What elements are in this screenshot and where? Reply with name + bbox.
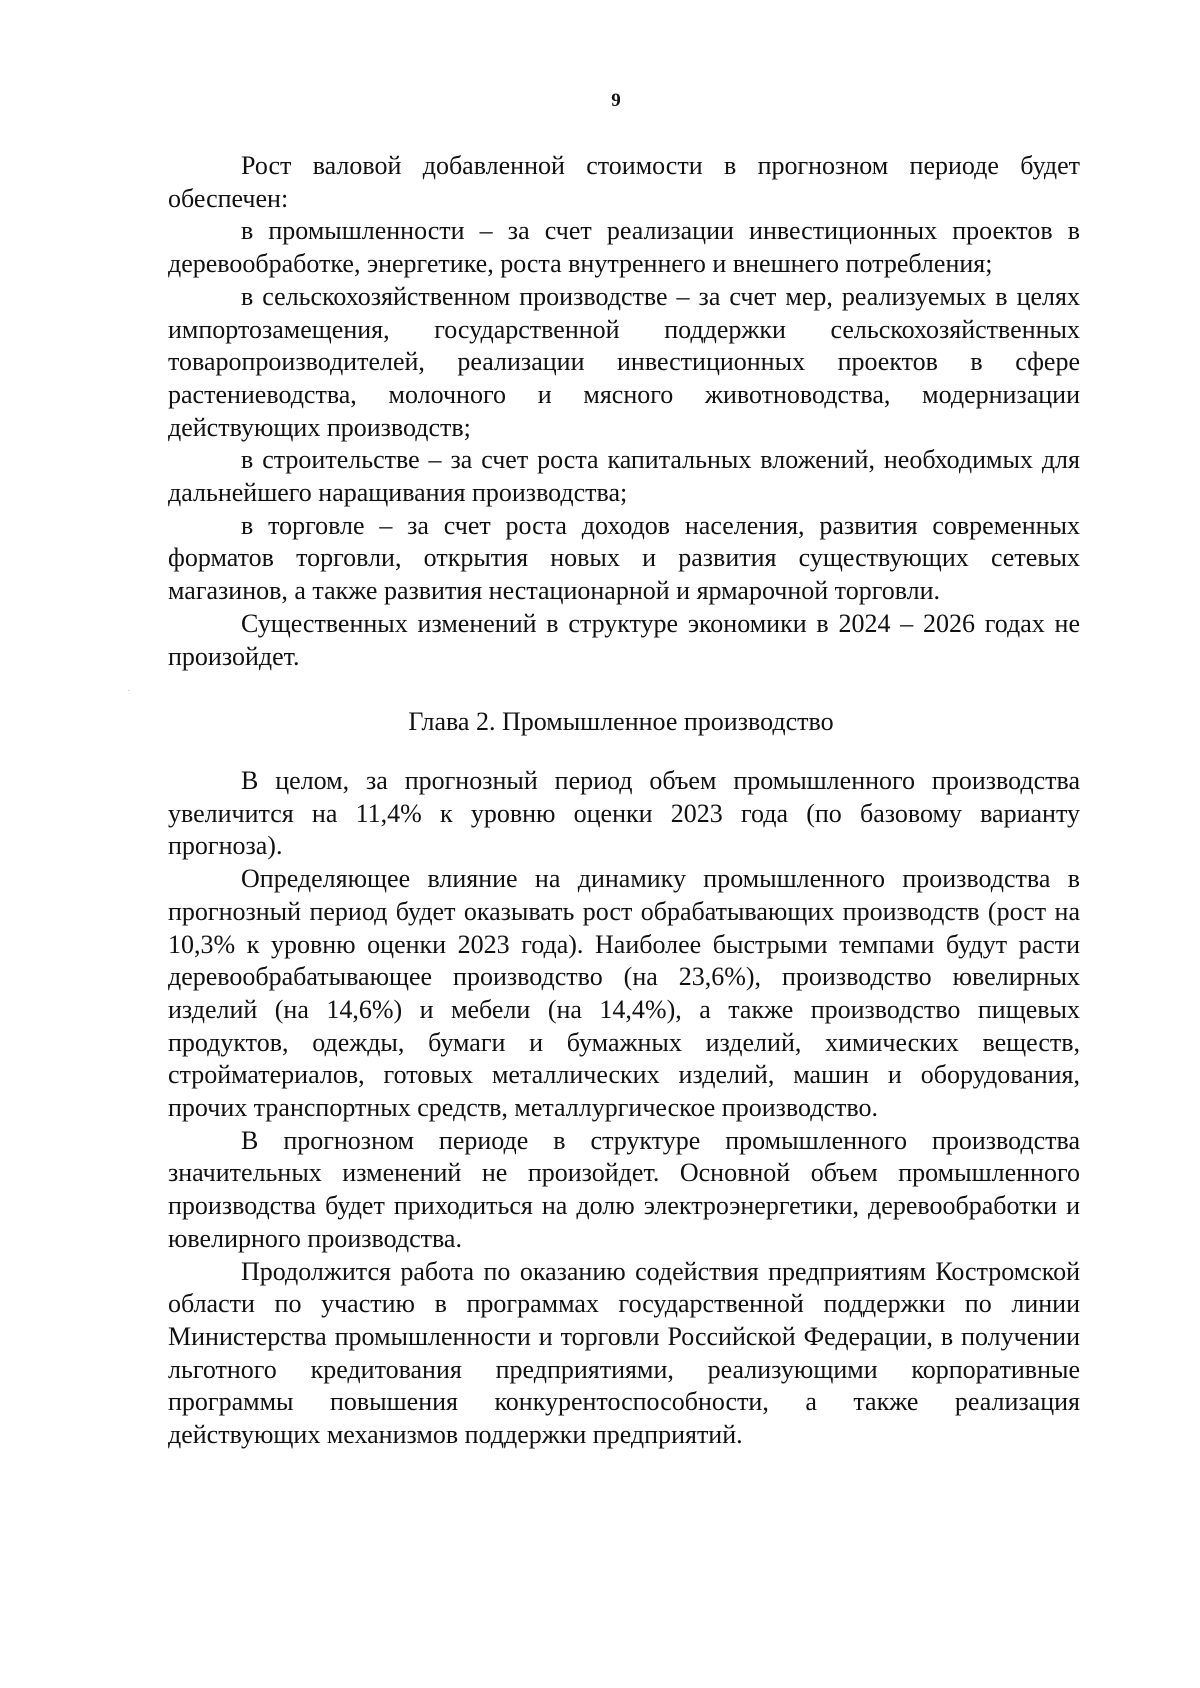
scan-artifact bbox=[128, 690, 130, 691]
paragraph-construction: в строительстве – за счет роста капитальных вложений, необходимых для дальнейшего наращивания производства; bbox=[168, 445, 1080, 508]
paragraph-structure: Существенных изменений в структуре экономики в 2024 – 2026 годах не произойдет. bbox=[168, 608, 1080, 671]
paragraph-trade: в торговле – за счет роста доходов населения, развития современных форматов торговли, открытия новых и развития существующих сетевых магазинов, а также развития нестационарной и ярмарочной торговли. bbox=[168, 510, 1080, 606]
paragraph-intro: Рост валовой добавленной стоимости в прогнозном периоде будет обеспечен: bbox=[168, 151, 1080, 213]
paragraph-structure-industry: В прогнозном периоде в структуре промышленного производства значительных изменений не произойдет. Основной объем промышленного производства будет приходиться на долю электроэнергетики, деревообработки и ювелирного производства. bbox=[168, 1125, 1080, 1253]
page-number: 9 bbox=[611, 90, 621, 111]
chapter-heading: Глава 2. Промышленное производство bbox=[408, 707, 834, 736]
section-industrial-production bbox=[168, 765, 1080, 1452]
section-growth-factors bbox=[168, 150, 1080, 673]
paragraph-industry: в промышленности – за счет реализации инвестиционных проектов в деревообработке, энергетике, роста внутреннего и внешнего потребления; bbox=[168, 216, 1080, 279]
paragraph-overall-growth: В целом, за прогнозный период объем промышленного производства увеличится на 11,4% к уровню оценки 2023 года (по базовому варианту прогноза). bbox=[168, 766, 1080, 861]
paragraph-agriculture: в сельскохозяйственном производстве – за счет мер, реализуемых в целях импортозамещения, государственной поддержки сельскохозяйственных товаропроизводителей, реализации инвестиционных проектов в сфере растениеводства, молочного и мясного животноводства, модернизации действующих производств; bbox=[168, 281, 1080, 442]
paragraph-support: Продолжится работа по оказанию содействия предприятиям Костромской области по участию в программах государственной поддержки по линии Министерства промышленности и торговли Российской Федерации, в получении льготного кредитования предприятиями, реализующими корпоративные программы повышения конкурентоспособности, а также реализация действующих механизмов поддержки предприятий. bbox=[168, 1256, 1080, 1450]
paragraph-manufacturing: Определяющее влияние на динамику промышленного производства в прогнозный период будет оказывать рост обрабатывающих производств (рост на 10,3% к уровню оценки 2023 года). Наиболее быстрыми темпами будут расти деревообрабатывающее производство (на 23,6%), производство ювелирных изделий (на 14,6%) и мебели (на 14,4%), а также производство пищевых продуктов, одежды, бумаги и бумажных изделий, химических веществ, стройматериалов, готовых металлических изделий, машин и оборудования, прочих транспортных средств, металлургическое производство. bbox=[168, 864, 1080, 1123]
